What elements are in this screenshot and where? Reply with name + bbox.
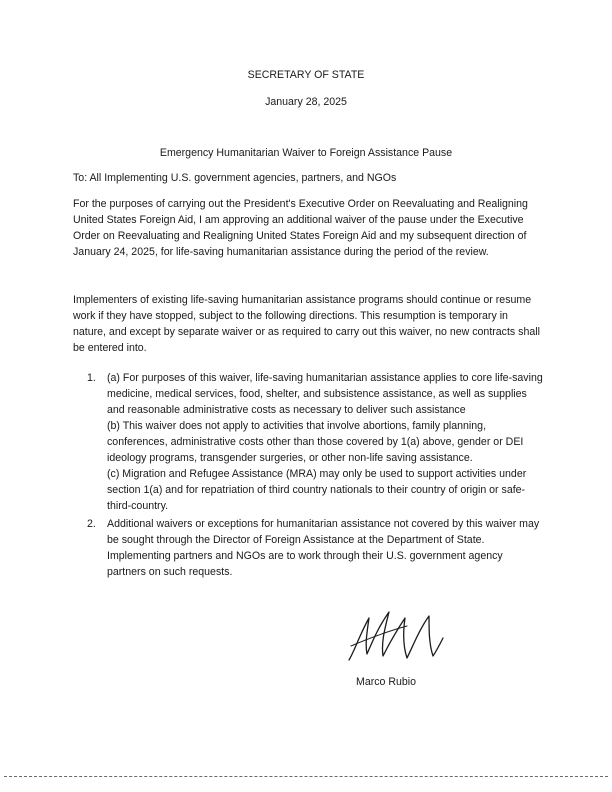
list-subitem-c: (c) Migration and Refugee Assistance (MRA) may only be used to support activities under section 1(a) and for repatriation of third country nationals to their country of origin or safe-third-country. (107, 468, 527, 512)
handwritten-signature (345, 606, 445, 666)
list-subitem-a: (a) For purposes of this waiver, life-saving humanitarian assistance applies to core life-saving medicine, medical services, food, shelter, and subsistence assistance, as well as supplies and reasonable administrative costs as necessary to deliver such assistance (107, 372, 543, 416)
directions-list (73, 370, 543, 580)
list-number: 2. (87, 518, 96, 530)
list-item-2-text: Additional waivers or exceptions for humanitarian assistance not covered by this waiver may be sought through the Director of Foreign Assistance at the Department of State. Implementing partners and NGOs are to work through their U.S. government agency partners on such requests. (107, 518, 540, 578)
memo-subject: Emergency Humanitarian Waiver to Foreign Assistance Pause (159, 147, 453, 159)
addressee-line: To: All Implementing U.S. government agencies, partners, and NGOs (73, 172, 397, 184)
document-date: January 28, 2025 (265, 96, 347, 108)
list-subitem-b: (b) This waiver does not apply to activities that involve abortions, family planning, conferences, administrative costs other than those covered by 1(a) above, gender or DEI ideology programs, transgender surgeries, or other non-life saving assistance. (107, 420, 524, 464)
list-number: 1. (87, 372, 96, 384)
signer-name: Marco Rubio (356, 676, 417, 688)
list-item-2 (73, 516, 543, 580)
signature-stroke (349, 612, 443, 660)
document-title: SECRETARY OF STATE (247, 69, 365, 81)
scan-edge-line (4, 776, 608, 777)
body-paragraph-1: For the purposes of carrying out the President's Executive Order on Reevaluating and Realigning United States Foreign Aid, I am approving an additional waiver of the pause under the Executive Order on Reevaluating and Realigning United States Foreign Aid and my subsequent direction of January 24, 2025, for life-saving humanitarian assistance during the period of the review. (73, 198, 528, 258)
body-paragraph-2: Implementers of existing life-saving humanitarian assistance programs should continue or resume work if they have stopped, subject to the following directions. This resumption is temporary in nature, and except by separate waiver or as required to carry out this waiver, no new contracts shall be entered into. (73, 294, 540, 354)
list-item-1 (73, 370, 543, 514)
